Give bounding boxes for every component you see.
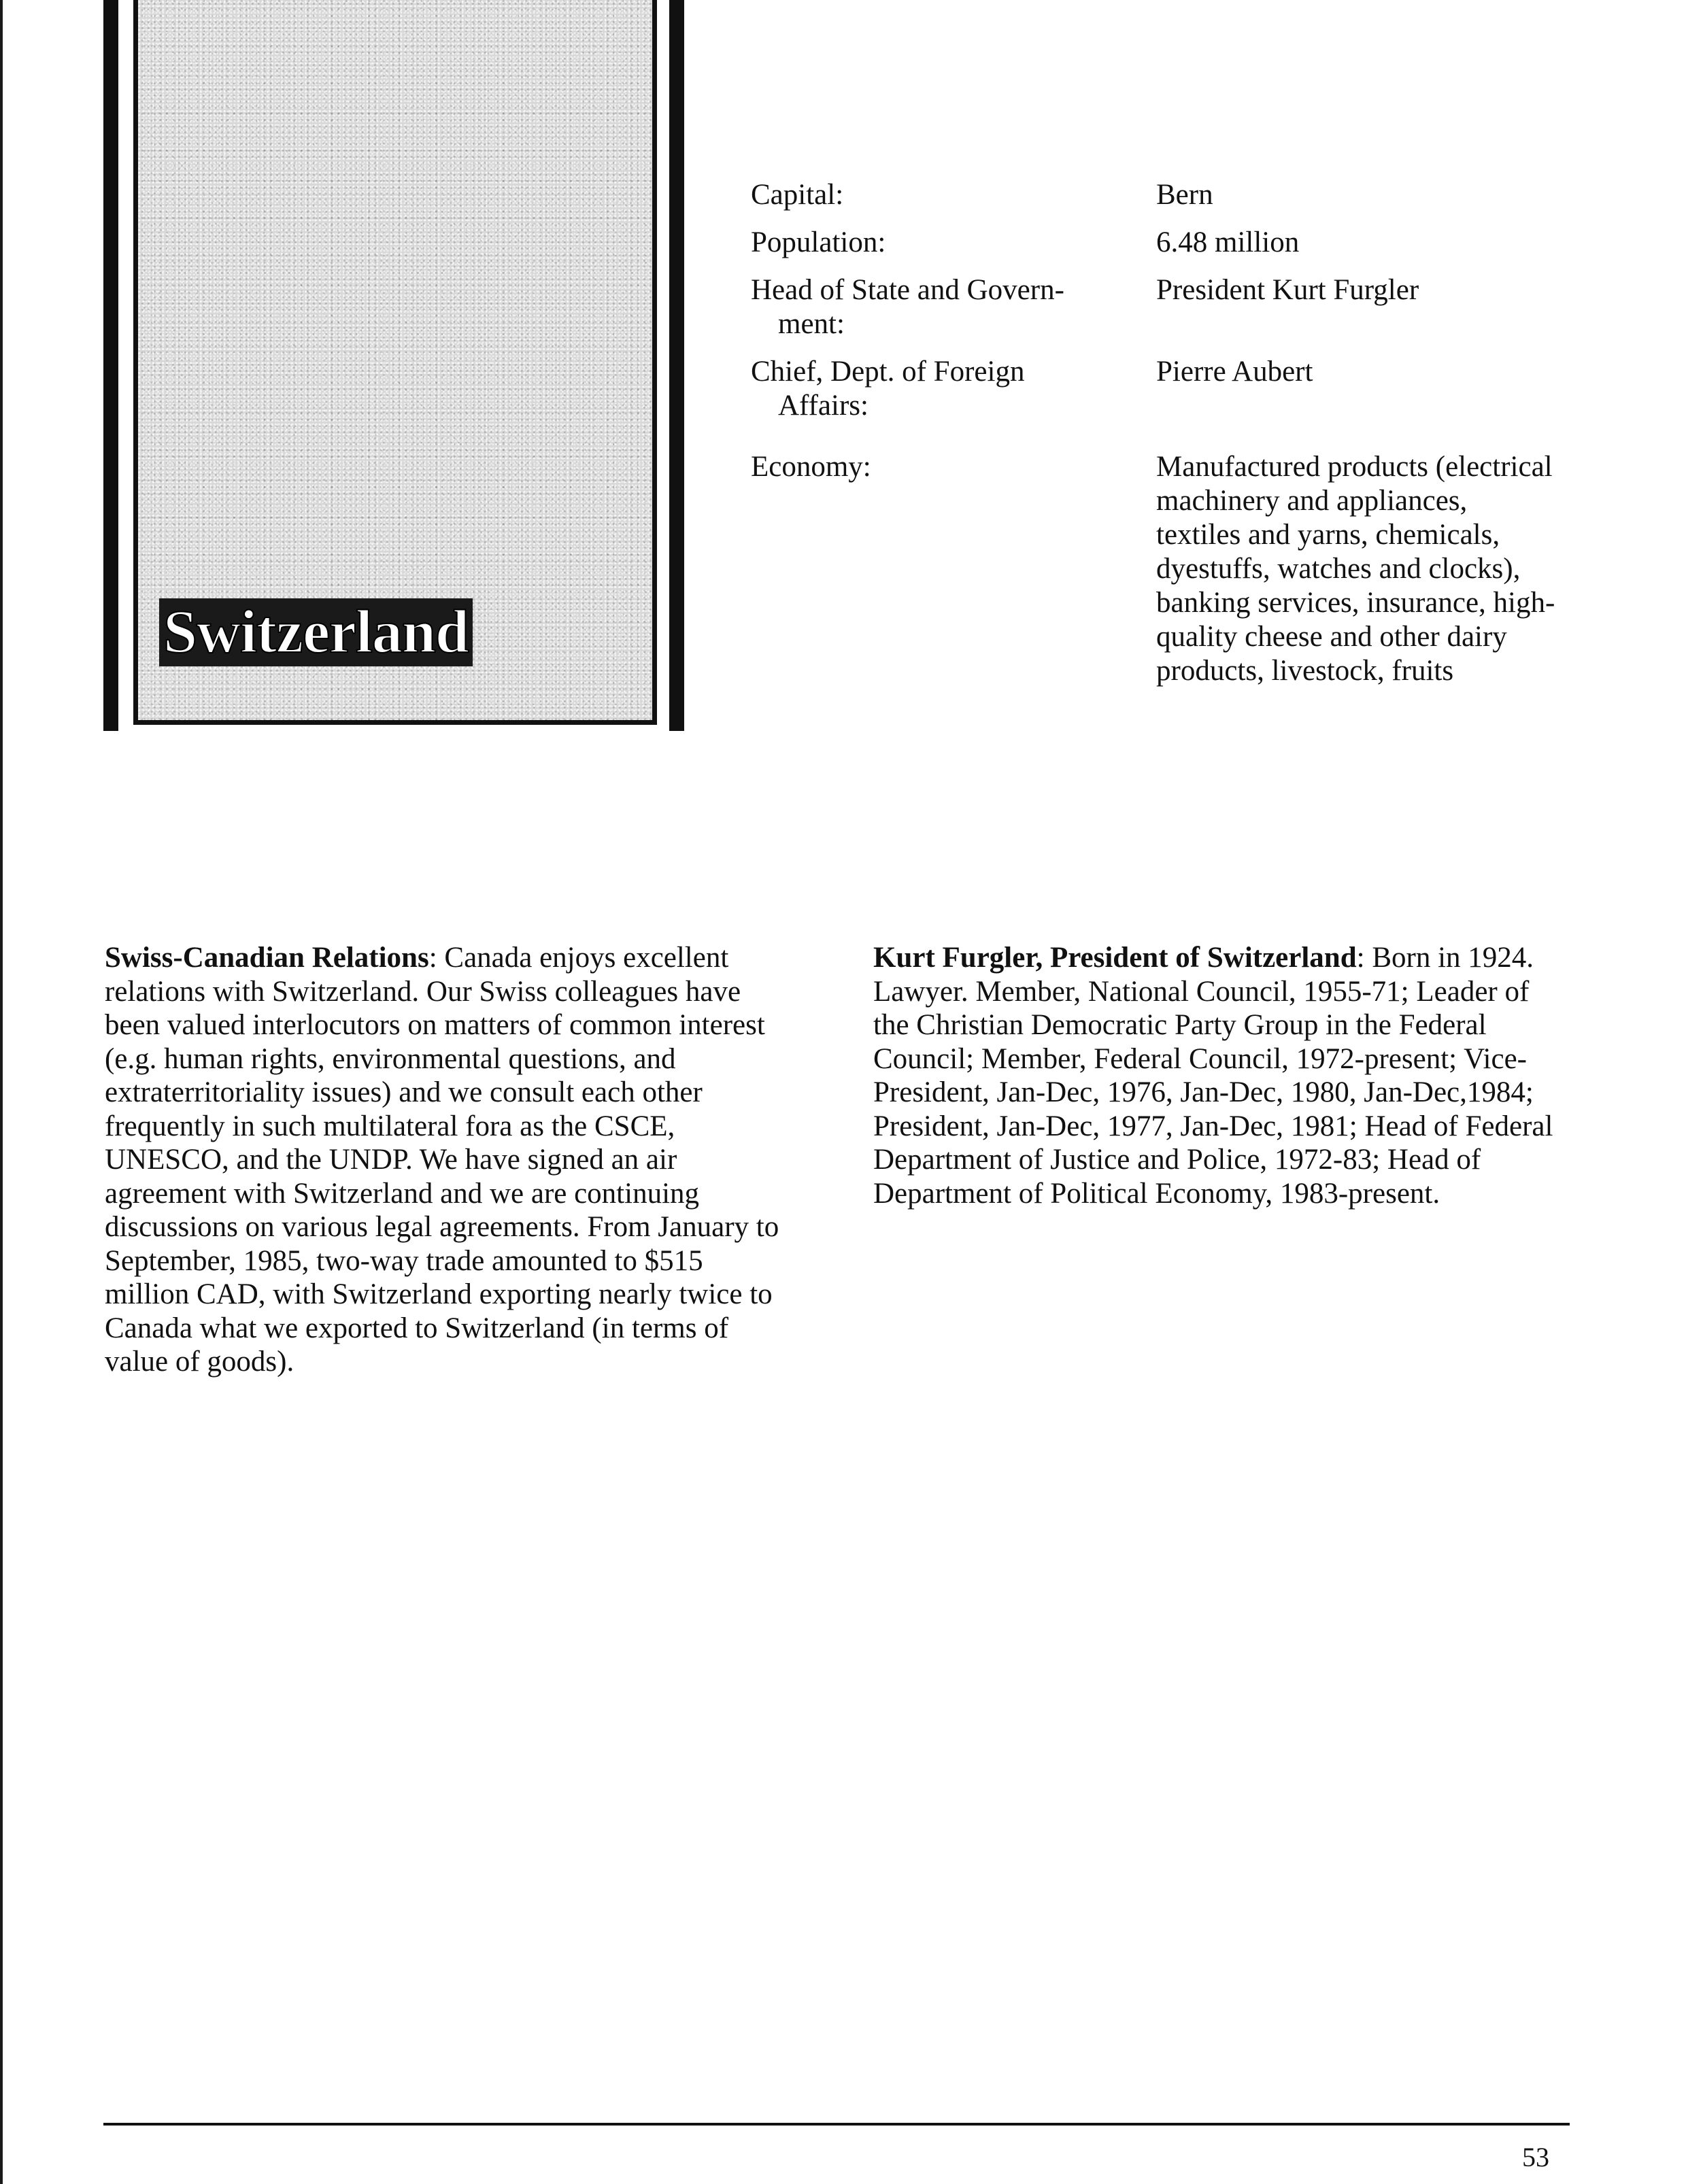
head-of-state-label [751,273,1156,341]
foreign-affairs-value: Pierre Aubert [1156,356,1313,388]
fact-row-population [751,226,1567,260]
biography-paragraph [873,941,1560,1210]
fact-row-capital [751,178,1567,212]
fact-row-foreign-affairs [751,355,1567,423]
economy-value: Manufactured products (electrical machinery and appliances, textiles and yarns, chemicals, dyestuffs, watches and clocks), banking services, insurance, high-quality cheese and other dairy products, livestock, fruits [1156,451,1555,687]
fact-sheet [751,178,1567,702]
head-of-state-value: President Kurt Furgler [1156,274,1419,306]
fact-row-economy [751,450,1567,688]
page-edge-rule [0,0,3,2184]
economy-label: Economy: [751,451,871,483]
relations-heading: Swiss-Canadian Relations [105,942,429,974]
population-value: 6.48 million [1156,226,1300,258]
relations-paragraph [105,941,792,1379]
head-of-state-label-line2: ment: [778,308,845,340]
fact-row-head-of-state [751,273,1567,341]
relations-body: : Canada enjoys excellent relations with Switzerland. Our Swiss colleagues have been valued interlocutors on matters of common interest (e.g. human rights, environmental questions, and extraterritoriality issues) and we consult each other frequently in such multilateral fora as the CSCE, UNESCO, and the UNDP. We have signed an air agreement with Switzerland and we are continuing discussions on various legal agreements. From January to September, 1985, two-way trade amounted to $515 million CAD, with Switzerland exporting nearly twice to Canada what we exported to Switzerland (in terms of value of goods). [105,942,779,1378]
page-number: 53 [1522,2142,1549,2172]
biography-heading: Kurt Furgler, President of Switzerland [873,942,1357,974]
capital-label: Capital: [751,179,844,211]
foreign-affairs-label-line2: Affairs: [778,390,869,422]
population-label: Population: [751,226,886,258]
footer-rule [103,2123,1570,2126]
biography-body: : Born in 1924. Lawyer. Member, National Council, 1955-71; Leader of the Christian Democratic Party Group in the Federal Council; Member, Federal Council, 1972-present; Vice-President, Jan-Dec, 1976, Jan-Dec, 1980, Jan-Dec,1984; President, Jan-Dec, 1977, Jan-Dec, 1981; Head of Federal Department of Justice and Police, 1972-83; Head of Department of Political Economy, 1983-present. [873,942,1553,1210]
banner-right-bar [669,0,684,731]
banner-left-bar [103,0,118,731]
foreign-affairs-label [751,355,1156,423]
capital-value: Bern [1156,179,1213,211]
foreign-affairs-label-line1: Chief, Dept. of Foreign [751,356,1025,388]
country-title: Switzerland [159,598,473,666]
head-of-state-label-line1: Head of State and Govern- [751,274,1064,306]
